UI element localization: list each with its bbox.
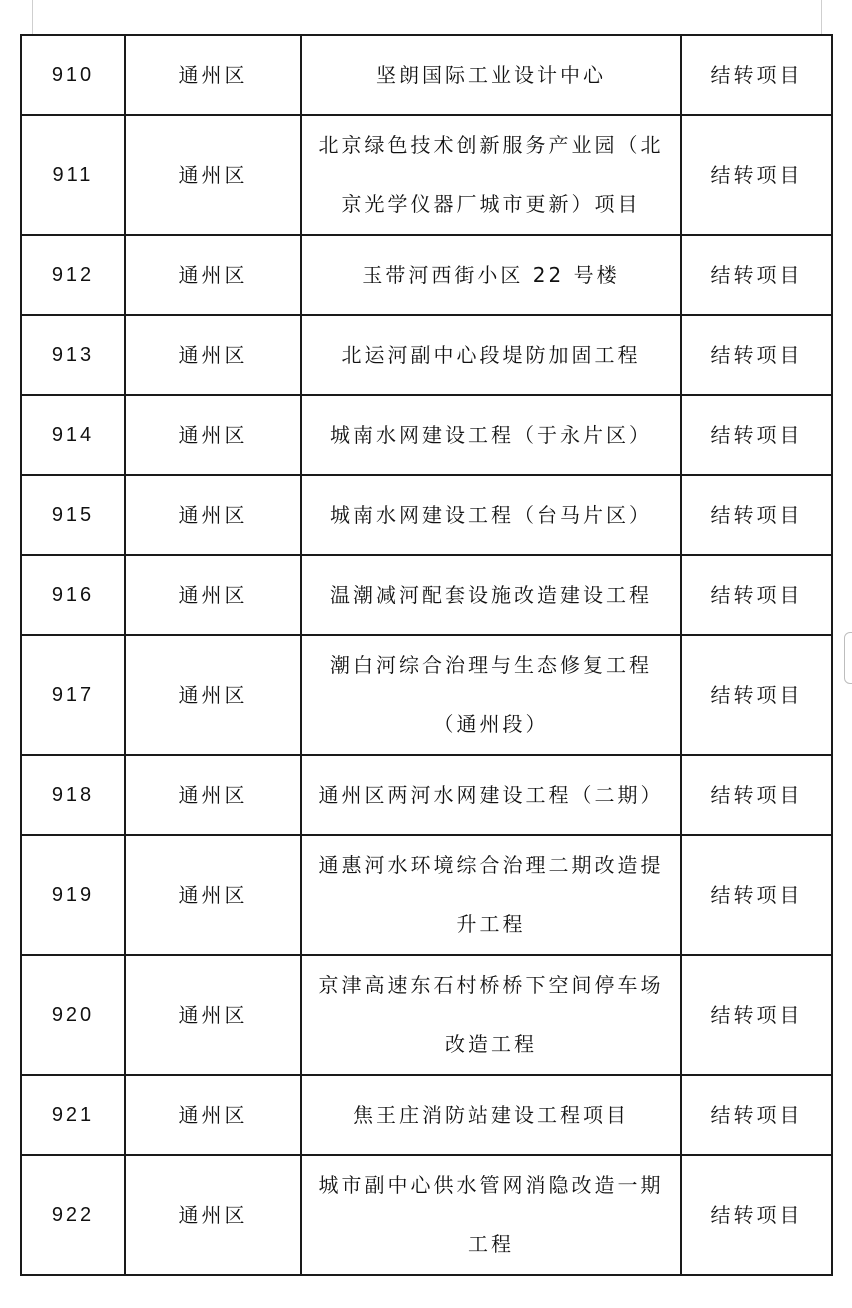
table-row bbox=[21, 755, 832, 835]
table-row bbox=[21, 835, 832, 955]
row-number: 917 bbox=[21, 635, 125, 755]
status-cell: 结转项目 bbox=[681, 235, 832, 315]
district-cell: 通州区 bbox=[125, 475, 301, 555]
status-cell: 结转项目 bbox=[681, 475, 832, 555]
row-number: 920 bbox=[21, 955, 125, 1075]
project-name-cell: 通州区两河水网建设工程（二期） bbox=[301, 755, 681, 835]
status-cell: 结转项目 bbox=[681, 555, 832, 635]
project-name-cell: 玉带河西街小区 22 号楼 bbox=[301, 235, 681, 315]
project-name-cell: 北运河副中心段堤防加固工程 bbox=[301, 315, 681, 395]
district-cell: 通州区 bbox=[125, 635, 301, 755]
district-cell: 通州区 bbox=[125, 115, 301, 235]
table-row bbox=[21, 555, 832, 635]
row-number: 922 bbox=[21, 1155, 125, 1275]
status-cell: 结转项目 bbox=[681, 955, 832, 1075]
row-number: 911 bbox=[21, 115, 125, 235]
table-row bbox=[21, 955, 832, 1075]
status-cell: 结转项目 bbox=[681, 1155, 832, 1275]
district-cell: 通州区 bbox=[125, 835, 301, 955]
row-number: 919 bbox=[21, 835, 125, 955]
row-number: 910 bbox=[21, 35, 125, 115]
district-cell: 通州区 bbox=[125, 555, 301, 635]
project-name-cell: 城南水网建设工程（于永片区） bbox=[301, 395, 681, 475]
status-cell: 结转项目 bbox=[681, 395, 832, 475]
table-row bbox=[21, 475, 832, 555]
project-name-cell: 城南水网建设工程（台马片区） bbox=[301, 475, 681, 555]
status-cell: 结转项目 bbox=[681, 35, 832, 115]
project-name-cell: 北京绿色技术创新服务产业园（北京光学仪器厂城市更新）项目 bbox=[301, 115, 681, 235]
project-name-cell: 通惠河水环境综合治理二期改造提升工程 bbox=[301, 835, 681, 955]
row-number: 916 bbox=[21, 555, 125, 635]
table-row bbox=[21, 115, 832, 235]
project-name-cell: 潮白河综合治理与生态修复工程（通州段） bbox=[301, 635, 681, 755]
district-cell: 通州区 bbox=[125, 1075, 301, 1155]
table-row bbox=[21, 315, 832, 395]
table-row bbox=[21, 635, 832, 755]
project-name-cell: 温潮减河配套设施改造建设工程 bbox=[301, 555, 681, 635]
status-cell: 结转项目 bbox=[681, 115, 832, 235]
table-row bbox=[21, 1155, 832, 1275]
row-number: 913 bbox=[21, 315, 125, 395]
status-cell: 结转项目 bbox=[681, 835, 832, 955]
project-name-cell: 城市副中心供水管网消隐改造一期工程 bbox=[301, 1155, 681, 1275]
district-cell: 通州区 bbox=[125, 315, 301, 395]
scroll-handle[interactable] bbox=[844, 632, 852, 684]
district-cell: 通州区 bbox=[125, 1155, 301, 1275]
row-number: 914 bbox=[21, 395, 125, 475]
row-number: 912 bbox=[21, 235, 125, 315]
row-number: 918 bbox=[21, 755, 125, 835]
status-cell: 结转项目 bbox=[681, 1075, 832, 1155]
row-number: 921 bbox=[21, 1075, 125, 1155]
page-top-margin bbox=[32, 0, 822, 34]
district-cell: 通州区 bbox=[125, 35, 301, 115]
table-row bbox=[21, 35, 832, 115]
project-name-cell: 坚朗国际工业设计中心 bbox=[301, 35, 681, 115]
table-row bbox=[21, 1075, 832, 1155]
project-table bbox=[20, 34, 833, 1276]
district-cell: 通州区 bbox=[125, 955, 301, 1075]
district-cell: 通州区 bbox=[125, 235, 301, 315]
district-cell: 通州区 bbox=[125, 755, 301, 835]
row-number: 915 bbox=[21, 475, 125, 555]
project-name-cell: 焦王庄消防站建设工程项目 bbox=[301, 1075, 681, 1155]
table-row bbox=[21, 235, 832, 315]
status-cell: 结转项目 bbox=[681, 755, 832, 835]
project-name-cell: 京津高速东石村桥桥下空间停车场改造工程 bbox=[301, 955, 681, 1075]
status-cell: 结转项目 bbox=[681, 635, 832, 755]
status-cell: 结转项目 bbox=[681, 315, 832, 395]
table-row bbox=[21, 395, 832, 475]
district-cell: 通州区 bbox=[125, 395, 301, 475]
